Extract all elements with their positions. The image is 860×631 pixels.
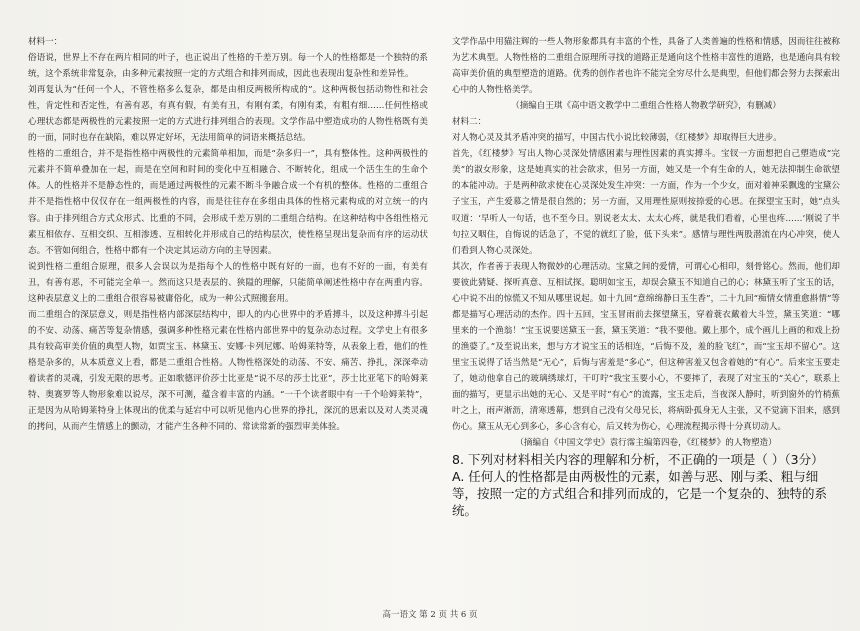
left-paragraph-2: 刘再复认为“任何一个人，不管性格多么复杂，都是由相反两极所构成的”。这种两极包括动物性和社会性，肯定性和否定性，有善有恶，有真有假，有美有丑，有刚有柔，有刚有柔，有粗有细……任何性格或心理状态都是两极性的元素按照一定的方式进行排列组合的表现。文学作品中塑造成功的人物性格既有美的一面，同时也存在缺陷，难以界定好坏，无法用简单的词语来概括总结。 <box>28 85 428 144</box>
right-paragraph-2: 对人物心灵及其矛盾冲突的描写，中国古代小说比较薄弱，《红楼梦》却取得巨大进步。 <box>452 133 782 144</box>
right-paragraph-4: 其次，作者善于表现人物微妙的心理活动。宝黛之间的爱情，可谓心心相印，刻骨铭心。然而，他们却要彼此猜疑、探听真意、互相试探。聪明如宝玉，却误会黛玉不知道自己的心；林黛玉听了宝玉的话，心中说不出的惊慌又不知从哪里说起。如十九回“意绵绵静日玉生香”，二十九回“痴情女情重愈斟情”等都是描写心理活动的杰作。四十五回，宝玉冒雨前去探望黛玉，穿着蓑衣戴着大斗笠，黛玉笑道：“哪里来的一个渔翁！”宝玉说要送黛玉一套，黛玉笑道：“我不要他。戴上那个，成个画儿上画的和戏上扮的渔婆了。”及至说出来，想与方才说宝玉的话相连，“后悔不及，羞的脸飞红”，而“宝玉却不留心”。这里宝玉说得了话当然是“无心”，后悔与害羞是“多心”，但这种害羞又包含着她的“有心”。后来宝玉要走了，她动他拿自己的玻璃绣球灯，干叮咛“我宝玉要小心，不要摔了，表现了对宝玉的“关心”，联系上面的描写，更显示出她的无心、又是平时“有心”的流露，宝玉走后，当夜深人静时，听到窗外的竹梢蕉叶之上，雨声淅沥，清寒透幕，想到自己没有父母兄长，将病卧孤身无人主张，又不觉滴下泪来，感到伤心。黛玉从无心到多心，多心含有心，后又转为伤心，心理流程揭示得十分真切动人。 <box>452 261 840 433</box>
left-paragraph-4: 说到性格二重组合原理，很多人会误以为是指每个人的性格中既有好的一面，也有不好的一面，有美有丑，有善有恶，不可能完全单一。然而这只是表层的、狭隘的理解，只能简单阐述性格中存在两重内容。这种表层意义上的二重组合很容易被庸俗化，成为一种公式照搬套用。 <box>28 261 428 304</box>
right-paragraph-3: 首先，《红楼梦》写出人物心灵深处情感困素与理性因素的真实搏斗。宝钗一方面想把自己塑造成“完美”的淑女形象，这是她真实的社会欲求，但另一方面，她又是一个有生命的人，她无法抑制生命欲望的本能冲动。于是两种欲求使在心灵深处发生冲突：一方面，作为一个少女，面对着神采飘逸的宝黛公子宝玉，产生爱慕之情是很自然的；另一方面，又用理性原则按捺爱的心思。在探望宝玉时，她“点头叹道：‘早听人一句话，也不至今日。别说老太太、太太心疼，就是我们看着，心里也疼……’刚说了半句拉又咽住，自悔说的话急了，不觉的就红了脸，低下头来”。感情与理性两股潜流在内心冲突，使人们看到人物心灵深处。 <box>452 149 840 256</box>
page-footer: 高一语文 第 2 页 共 6 页 <box>382 610 478 620</box>
left-column <box>28 34 428 435</box>
question-8: 8. 下列对材料相关内容的理解和分析，不正确的一项是（ ）（3分） A. 任何人的性格都是由两极性的元素，如善与恶、刚与柔、粗与细等，按照一定的方式组合和排列而成的，它是一个复杂的、独特的系统。 <box>452 452 828 519</box>
right-paragraph-1: 文学作品中用猫注辉的一些人物形象都具有丰富的个性，具备了人类普遍的性格和情感，因而往往被称为艺术典型。人物性格的二重组合原理所寻找的道路正是通向这个性格丰富性的道路，也是通向具有较高审美价值的典型塑造的道路。优秀的创作者也许不能完全穷尽什么是典型，但他们都会努力去探索出心中的人物性格美学。 <box>452 37 840 96</box>
source-note-1: （摘编自王琪《高中语文教学中二重组合性格人物教学研究》，有删减） <box>511 101 781 112</box>
material-one-heading: 材料一： <box>28 37 63 47</box>
left-paragraph-1: 俗语说，世界上不存在两片相同的叶子，也正说出了性格的千差万别。每一个人的性格都是一个独特的系统，这个系统非常复杂，由多种元素按照一定的方式组合和排列而成，因此也表现出复杂性和差异性。 <box>28 53 428 80</box>
source-note-2: （摘编自《中国文学史》袁行霈主编第四卷，《红楼梦》的人物塑造） <box>515 438 777 449</box>
left-paragraph-3: 性格的二重组合，并不是指性格中两极性的元素简单相加，而是“杂多归一”，具有整体性。这种两极性的元素并不简单叠加在一起，而是在空间和时间的变化中互相融合、不断转化，组成一个活生生的生命个体。人的性格并不是静态性的，而是通过两极性的元素不断斗争融合成一个有机的整体。性格的二重组合并不是指性格中仅仅存在一组两极性的内容，而是往往存在多组由具体的性格元素构成的对立统一的内容。由于排列组合方式众形式、比重的不同，会形成千差万别的二重组合结构。在这种结构中各组性格元素互相依存、互相交织、互相渗透、互相转化并形成自己的结构层次，使性格呈现出复杂而有序的运动状态。不管如何组合，性格中都有一个决定其运动方向的主导因素。 <box>28 149 428 256</box>
material-two-heading: 材料二： <box>452 117 487 128</box>
right-column <box>452 34 840 519</box>
left-paragraph-5: 而二重组合的深层意义，则是指性格内部深层结构中，即人的内心世界中的矛盾搏斗，以及这种搏斗引起的不安、动荡、痛苦等复杂情感，强调多种性格元素在性格内部世界中的复杂动态过程。文学史上有很多具有较高审美价值的典型人物，如贾宝玉、林黛玉、安娜·卡列尼娜、哈姆莱特等，从表象上看，他们的性格是杂多的，从本质意义上看，都是二重组合性格。人物性格深处的动荡、不安、痛苦、挣扎，深深牵动着读者的灵魂，引发无限的思考。正如歌德评价莎士比亚是“说不尽的莎士比亚”，莎士比亚笔下的哈姆莱特、奥赛罗等人物形象难以说尽，深不可测，蕴含着丰富的内涵。“一千个读者眼中有一千个哈姆莱特”，正是因为从哈姆莱特身上体现出的优柔与延宕中可以听见他内心世界的挣扎，深沉的思索以及对人类灵魂的拷问，从而产生情感上的颤动，才能产生各种不同的、常读常新的强烈审美体验。 <box>28 309 428 433</box>
